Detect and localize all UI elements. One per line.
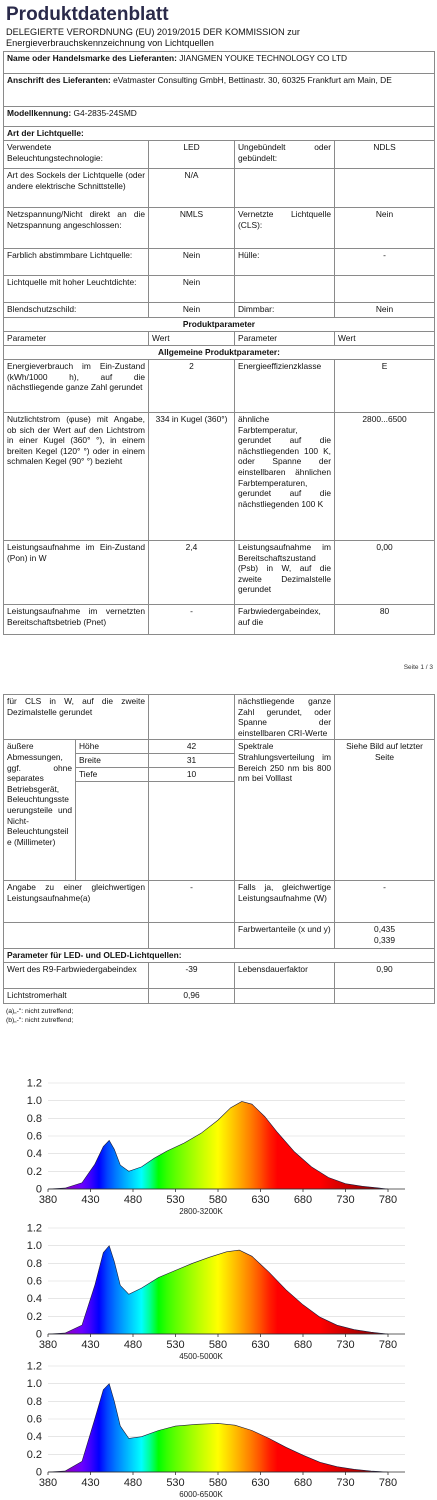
- x-tick-label: 480: [123, 1339, 143, 1351]
- intro-text: [0, 26, 437, 51]
- x-tick-label: 780: [378, 1194, 398, 1206]
- light-row-3-value2: Nein: [335, 208, 435, 249]
- general-params-header: Allgemeine Produktparameter:: [4, 346, 435, 360]
- datasheet-table-2: [3, 694, 435, 1004]
- page-2: [0, 694, 437, 1025]
- light-row-1-label2: Ungebündelt oder gebündelt:: [235, 141, 335, 169]
- model-label: Modellkennung:: [7, 108, 72, 118]
- spectrum-area: [48, 1384, 388, 1472]
- energy-label: Energieverbrauch im Ein-Zustand (kWh/1000 h), auf die nächstliegende ganze Zahl gerundet: [4, 360, 149, 413]
- light-row-6-label: Blendschutzschild:: [4, 303, 149, 318]
- dims-spacer-value: [149, 782, 235, 881]
- x-tick-label: 780: [378, 1339, 398, 1351]
- spectrum-area: [48, 1246, 388, 1334]
- x-tick-label: 530: [166, 1194, 185, 1206]
- dim-height-label: Höhe: [76, 740, 149, 754]
- pnet-value: -: [149, 605, 235, 635]
- y-tick-label: 0.4: [26, 1148, 42, 1161]
- address-row: [4, 74, 435, 107]
- product-params-header: Produktparameter: [4, 318, 435, 332]
- footnote-b: (b)„-": nicht zutreffend;: [6, 1017, 74, 1025]
- light-row-3-value: NMLS: [149, 208, 235, 249]
- light-row-5-label: Lichtquelle mit hoher Leuchtdichte:: [4, 276, 149, 303]
- y-tick-label: 1.2: [26, 1077, 42, 1090]
- supplier-row: [4, 52, 435, 74]
- cri-label: Farbwiedergabeindex, auf die: [235, 605, 335, 635]
- y-tick-label: 0.4: [26, 1293, 42, 1306]
- dim-width-value: 31: [149, 754, 235, 768]
- page-number: Seite 1 / 3: [403, 664, 433, 671]
- maint-empty: [235, 989, 335, 1004]
- flux-value: 334 in Kugel (360°): [149, 413, 235, 541]
- light-type-header: Art der Lichtquelle:: [4, 127, 435, 141]
- equiv2-value: -: [335, 881, 435, 923]
- param-col-header-1: Parameter: [4, 332, 149, 346]
- chroma-empty-value: [149, 923, 235, 949]
- x-tick-label: 580: [208, 1477, 228, 1489]
- equiv-value: -: [149, 881, 235, 923]
- pnet-continued-value: [149, 695, 235, 740]
- light-row-6-value2: Nein: [335, 303, 435, 318]
- model-value: G4-2835-24SMD: [73, 108, 137, 118]
- chart-title: 2800-3200K: [179, 1207, 223, 1215]
- chroma-value: [335, 923, 435, 949]
- led-params-header: Parameter für LED- und OLED-Lichtquellen:: [4, 949, 435, 963]
- chart-title: 4500-5000K: [179, 1352, 223, 1360]
- footnote-a: (a)„-": nicht zutreffend;: [6, 1008, 74, 1016]
- dim-depth-value: 10: [149, 768, 235, 782]
- life-value: 0,90: [335, 963, 435, 989]
- x-tick-label: 730: [336, 1339, 355, 1351]
- light-row-5-value: Nein: [149, 276, 235, 303]
- chroma-label: Farbwertanteile (x und y): [235, 923, 335, 949]
- pon-value: 2,4: [149, 541, 235, 605]
- x-tick-label: 680: [293, 1477, 313, 1489]
- x-tick-label: 730: [336, 1477, 355, 1489]
- dim-depth-label: Tiefe: [76, 768, 149, 782]
- x-tick-label: 680: [293, 1339, 313, 1351]
- x-tick-label: 430: [81, 1194, 100, 1206]
- light-row-1-label: Verwendete Beleuchtungstechnologie:: [4, 141, 149, 169]
- y-tick-label: 0.2: [26, 1165, 42, 1178]
- y-tick-label: 0.2: [26, 1310, 42, 1323]
- efficiency-value: E: [335, 360, 435, 413]
- r9-value: -39: [149, 963, 235, 989]
- light-row-4-value: Nein: [149, 249, 235, 276]
- cri-continued: nächstliegende ganze Zahl gerundet, oder Spanne der einstellbaren CRI-Werte: [235, 695, 335, 740]
- value-col-header-1: Wert: [149, 332, 235, 346]
- light-row-4-label2: Hülle:: [235, 249, 335, 276]
- chroma-x: 0,435: [374, 924, 395, 935]
- maint-empty-value: [335, 989, 435, 1004]
- address-label: Anschrift des Lieferanten:: [7, 75, 111, 85]
- y-tick-label: 0.4: [26, 1431, 42, 1444]
- psb-value: 0,00: [335, 541, 435, 605]
- x-tick-label: 630: [251, 1477, 270, 1489]
- x-tick-label: 380: [38, 1339, 58, 1351]
- x-tick-label: 580: [208, 1339, 228, 1351]
- light-row-4-label: Farblich abstimmbare Lichtquelle:: [4, 249, 149, 276]
- x-tick-label: 680: [293, 1194, 313, 1206]
- light-row-3-label2: Vernetzte Lichtquelle (CLS):: [235, 208, 335, 249]
- supplier-value: JIANGMEN YOUKE TECHNOLOGY CO LTD: [179, 53, 348, 63]
- x-tick-label: 530: [166, 1339, 185, 1351]
- x-tick-label: 630: [251, 1339, 270, 1351]
- spectrum-chart-3: [0, 1358, 437, 1500]
- life-label: Lebensdauerfaktor: [235, 963, 335, 989]
- x-tick-label: 630: [251, 1194, 270, 1206]
- cct-label: ähnliche Farbtemperatur, gerundet auf die nächstliegenden 100 K, oder Spanne der einstellbaren ähnlichen Farbtemperaturen, gerundet auf die nächstliegenden 100 K: [235, 413, 335, 541]
- y-tick-label: 1.0: [26, 1378, 42, 1391]
- y-tick-label: 0: [35, 1328, 42, 1341]
- y-tick-label: 0.6: [26, 1275, 42, 1288]
- maint-value: 0,96: [149, 989, 235, 1004]
- light-row-1-value: LED: [149, 141, 235, 169]
- pnet-continued: für CLS in W, auf die zweite Dezimalstelle gerundet: [4, 695, 149, 740]
- chroma-empty: [4, 923, 149, 949]
- y-tick-label: 1.2: [26, 1222, 42, 1235]
- model-row: [4, 107, 435, 127]
- dim-width-label: Breite: [76, 754, 149, 768]
- light-row-2-label2: [235, 169, 335, 208]
- x-tick-label: 380: [38, 1194, 58, 1206]
- x-tick-label: 430: [81, 1477, 100, 1489]
- chart-title: 6000-6500K: [179, 1490, 223, 1499]
- cct-value: 2800...6500: [335, 413, 435, 541]
- chroma-y: 0,339: [374, 934, 395, 945]
- y-tick-label: 1.2: [26, 1360, 42, 1373]
- spectrum-area: [48, 1102, 388, 1190]
- light-row-3-label: Netzspannung/Nicht direkt an die Netzspannung angeschlossen:: [4, 208, 149, 249]
- r9-label: Wert des R9-Farbwiedergabeindex: [4, 963, 149, 989]
- cri-continued-value: [335, 695, 435, 740]
- light-row-1-value2: NDLS: [335, 141, 435, 169]
- x-tick-label: 430: [81, 1339, 100, 1351]
- spectral-value: Siehe Bild auf letzter Seite: [335, 740, 435, 881]
- energy-value: 2: [149, 360, 235, 413]
- value-col-header-2: Wert: [335, 332, 435, 346]
- y-tick-label: 0.2: [26, 1448, 42, 1461]
- x-tick-label: 480: [123, 1194, 143, 1206]
- maint-label: Lichtstromerhalt: [4, 989, 149, 1004]
- y-tick-label: 0.8: [26, 1257, 42, 1270]
- spectral-label: Spektrale Strahlungsverteilung im Bereich 250 nm bis 800 nm bei Volllast: [235, 740, 335, 881]
- psb-label: Leistungsaufnahme im Bereitschaftszustand (Psb) in W, auf die zweite Dezimalstelle gerundet: [235, 541, 335, 605]
- dims-spacer: [76, 782, 149, 881]
- x-tick-label: 580: [208, 1194, 228, 1206]
- cri-value: 80: [335, 605, 435, 635]
- x-tick-label: 730: [336, 1194, 355, 1206]
- flux-label: Nutzlichtstrom (φuse) mit Angabe, ob sich der Wert auf den Lichtstrom in einer Kugel (360° °), in einem breiten Kegel (120° °) oder in einem schmalen Kegel (90° °) bezieht: [4, 413, 149, 541]
- y-tick-label: 0.8: [26, 1395, 42, 1408]
- dim-height-value: 42: [149, 740, 235, 754]
- light-row-5-label2: [235, 276, 335, 303]
- spectrum-chart-2: [0, 1220, 437, 1360]
- address-value: eVatmaster Consulting GmbH, Bettinastr. 30, 60325 Frankfurt am Main, DE: [113, 75, 392, 85]
- light-row-6-value: Nein: [149, 303, 235, 318]
- pon-label: Leistungsaufnahme im Ein-Zustand (Pon) in W: [4, 541, 149, 605]
- light-row-5-value2: [335, 276, 435, 303]
- light-row-2-value2: [335, 169, 435, 208]
- efficiency-label: Energieeffizienzklasse: [235, 360, 335, 413]
- y-tick-label: 1.0: [26, 1095, 42, 1108]
- y-tick-label: 0.6: [26, 1130, 42, 1143]
- light-row-4-value2: -: [335, 249, 435, 276]
- page-1: [0, 0, 437, 671]
- y-tick-label: 0.8: [26, 1112, 42, 1125]
- x-tick-label: 530: [166, 1477, 185, 1489]
- y-tick-label: 0.6: [26, 1413, 42, 1426]
- equiv2-label: Falls ja, gleichwertige Leistungsaufnahme (W): [235, 881, 335, 923]
- light-row-2-label: Art des Sockels der Lichtquelle (oder andere elektrische Schnittstelle): [4, 169, 149, 208]
- x-tick-label: 780: [378, 1477, 398, 1489]
- y-tick-label: 0: [35, 1183, 42, 1196]
- document-title: Produktdatenblatt: [6, 4, 169, 25]
- pnet-label: Leistungsaufnahme im vernetzten Bereitschaftsbetrieb (Pnet): [4, 605, 149, 635]
- param-col-header-2: Parameter: [235, 332, 335, 346]
- intro-line-2: Energieverbrauchskennzeichnung von Lichtquellen: [6, 38, 214, 48]
- equiv-label: Angabe zu einer gleichwertigen Leistungsaufnahme(a): [4, 881, 149, 923]
- intro-line-1: DELEGIERTE VERORDNUNG (EU) 2019/2015 DER KOMMISSION zur: [6, 27, 300, 37]
- x-tick-label: 480: [123, 1477, 143, 1489]
- dims-label: äußere Abmessungen, ggf. ohne separates Betriebsgerät, Beleuchtungssteuerungsteile und Nicht-Beleuchtungsteile (Millimeter): [4, 740, 76, 881]
- supplier-label: Name oder Handelsmarke des Lieferanten:: [7, 53, 177, 63]
- y-tick-label: 0: [35, 1466, 42, 1479]
- spectrum-chart-1: [0, 1075, 437, 1215]
- y-tick-label: 1.0: [26, 1240, 42, 1253]
- light-row-6-label2: Dimmbar:: [235, 303, 335, 318]
- datasheet-table-1: [3, 51, 435, 635]
- x-tick-label: 380: [38, 1477, 58, 1489]
- light-row-2-value: N/A: [149, 169, 235, 208]
